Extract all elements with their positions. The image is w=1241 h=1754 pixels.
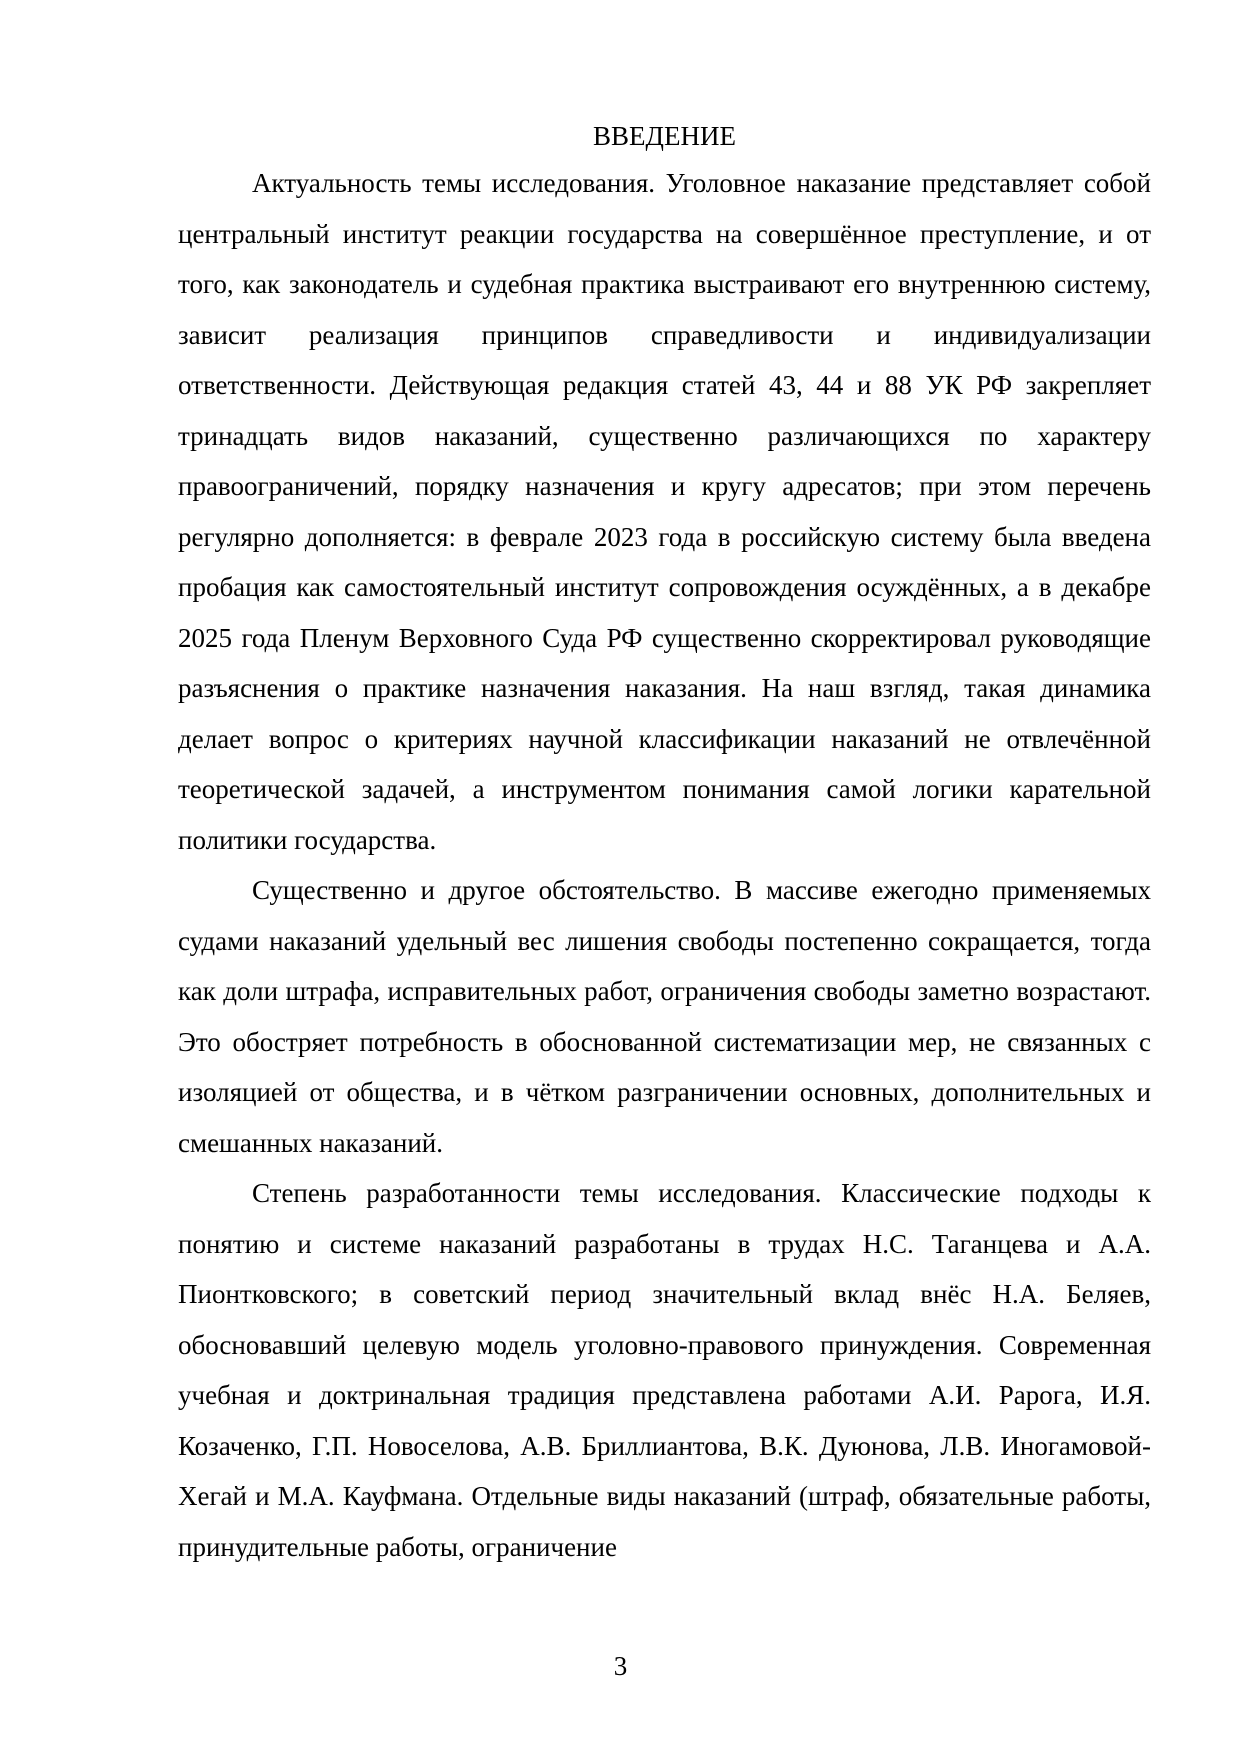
page-content [178,114,1151,1572]
paragraph-relevance: Актуальность темы исследования. Уголовное наказание представляет собой центральный институт реакции государства на совершённое преступление, и от того, как законодатель и судебная практика выстраивают его внутреннюю систему, зависит реализация принципов справедливости и индивидуализации ответственности. Действующая редакция статей 43, 44 и 88 УК РФ закрепляет тринадцать видов наказаний, существенно различающихся по характеру правоограничений, порядку назначения и кругу адресатов; при этом перечень регулярно дополняется: в феврале 2023 года в российскую систему была введена пробация как самостоятельный институт сопровождения осуждённых, а в декабре 2025 года Пленум Верховного Суда РФ существенно скорректировал руководящие разъяснения о практике назначения наказания. На наш взгляд, такая динамика делает вопрос о критериях научной классификации наказаний не отвлечённой теоретической задачей, а инструментом понимания самой логики карательной политики государства. [178,168,1151,855]
paragraph-circumstance: Существенно и другое обстоятельство. В массиве ежегодно применяемых судами наказаний удельный вес лишения свободы постепенно сокращается, тогда как доли штрафа, исправительных работ, ограничения свободы заметно возрастают. Это обостряет потребность в обоснованной систематизации мер, не связанных с изоляцией от общества, и в чётком разграничении основных, дополнительных и смешанных наказаний. [178,875,1151,1158]
page-number: 3 [613,1651,628,1681]
paragraph-development: Степень разработанности темы исследования. Классические подходы к понятию и системе наказаний разработаны в трудах Н.С. Таганцева и А.А. Пионтковского; в советский период значительный вклад внёс Н.А. Беляев, обосновавший целевую модель уголовно-правового принуждения. Современная учебная и доктринальная традиция представлена работами А.И. Рарога, И.Я. Козаченко, Г.П. Новоселова, А.В. Бриллиантова, В.К. Дуюнова, Л.В. Иногамовой-Хегай и М.А. Кауфмана. Отдельные виды наказаний (штраф, обязательные работы, принудительные работы, ограничение [178,1178,1151,1562]
section-heading: ВВЕДЕНИЕ [593,121,736,151]
